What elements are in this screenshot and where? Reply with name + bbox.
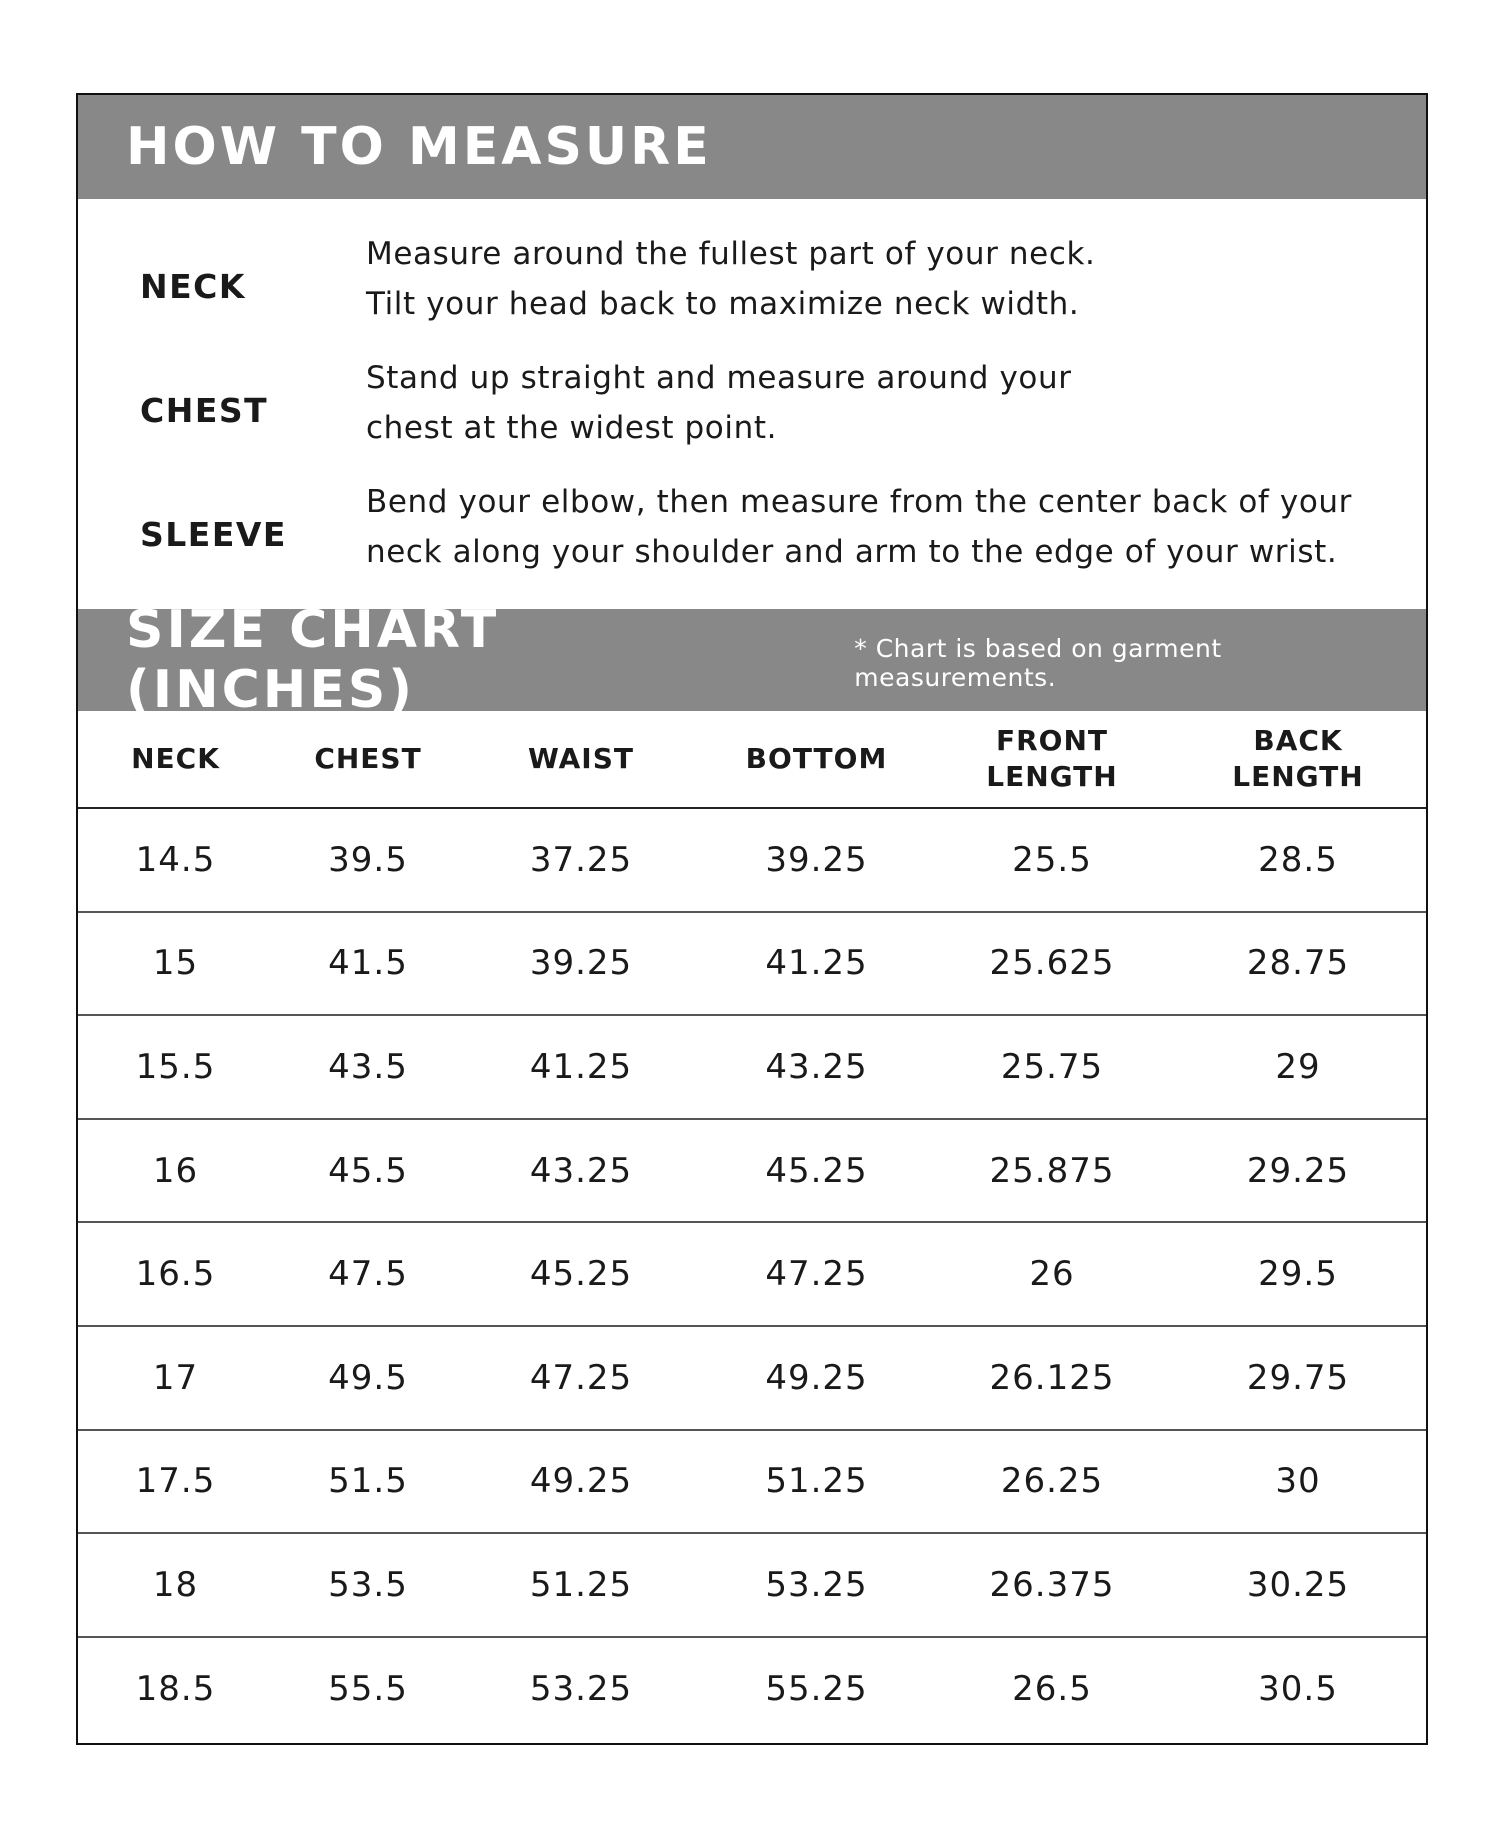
cell-neck: 14.5 <box>78 808 273 912</box>
cell-neck: 17 <box>78 1326 273 1430</box>
table-row <box>78 1119 1426 1223</box>
measure-row-sleeve <box>78 477 1426 601</box>
cell-neck: 18.5 <box>135 1669 216 1710</box>
measure-line: Bend your elbow, then measure from the center back of your <box>366 484 1352 520</box>
cell-bottom: 45.25 <box>699 1119 934 1223</box>
cell-front-length: 26 <box>934 1222 1170 1326</box>
cell-chest: 55.5 <box>328 1669 408 1710</box>
cell-bottom: 55.25 <box>765 1669 868 1710</box>
cell-front-length: 26.375 <box>934 1533 1170 1637</box>
table-row <box>78 1326 1426 1430</box>
cell-back-length: 29.75 <box>1170 1326 1426 1430</box>
measure-row-neck <box>78 229 1426 353</box>
cell-chest: 53.5 <box>273 1533 463 1637</box>
measure-line: Stand up straight and measure around your <box>366 360 1072 396</box>
column-header-line: BOTTOM <box>745 742 888 775</box>
cell-chest: 49.5 <box>273 1326 463 1430</box>
column-header-bottom <box>699 711 934 808</box>
measure-row-chest <box>78 353 1426 477</box>
cell-neck: 17.5 <box>78 1430 273 1534</box>
cell-chest: 43.5 <box>273 1015 463 1119</box>
how-to-measure-title: HOW TO MEASURE <box>126 117 712 177</box>
column-header-line: BACK <box>1253 724 1343 757</box>
size-chart-title: SIZE CHART (INCHES) <box>126 600 500 720</box>
measure-line: chest at the widest point. <box>366 410 778 446</box>
cell-bottom: 53.25 <box>699 1533 934 1637</box>
cell-back-length: 28.5 <box>1170 808 1426 912</box>
cell-waist: 43.25 <box>463 1119 699 1223</box>
column-header-line: LENGTH <box>1232 760 1364 793</box>
cell-back-length: 30.25 <box>1170 1533 1426 1637</box>
measure-text-chest <box>298 353 1072 477</box>
cell-neck: 15 <box>78 912 273 1016</box>
column-header-line: CHEST <box>314 742 422 775</box>
cell-chest: 45.5 <box>273 1119 463 1223</box>
cell-chest: 41.5 <box>273 912 463 1016</box>
cell-bottom: 39.25 <box>699 808 934 912</box>
size-chart-header <box>78 600 1426 720</box>
column-header-line: LENGTH <box>986 760 1118 793</box>
cell-chest: 39.5 <box>273 808 463 912</box>
size-chart-note: * Chart is based on garment measurements. <box>854 634 1222 692</box>
cell-bottom: 41.25 <box>699 912 934 1016</box>
cell-neck: 16.5 <box>78 1222 273 1326</box>
cell-waist: 47.25 <box>463 1326 699 1430</box>
cell-waist: 53.25 <box>529 1669 633 1710</box>
table-row <box>78 1222 1426 1326</box>
cell-bottom: 43.25 <box>699 1015 934 1119</box>
cell-back-length: 29 <box>1170 1015 1426 1119</box>
cell-waist: 49.25 <box>463 1430 699 1534</box>
column-header-back-length <box>1170 711 1426 808</box>
cell-chest: 47.5 <box>273 1222 463 1326</box>
cell-front-length: 25.5 <box>934 808 1170 912</box>
cell-back-length: 30.5 <box>1258 1669 1338 1710</box>
table-row <box>78 1637 1426 1741</box>
cell-waist: 39.25 <box>463 912 699 1016</box>
cell-front-length: 25.875 <box>934 1119 1170 1223</box>
cell-front-length: 25.625 <box>934 912 1170 1016</box>
measure-line: Measure around the fullest part of your neck. <box>366 236 1096 272</box>
table-header-row <box>78 711 1426 808</box>
table-row <box>78 912 1426 1016</box>
column-header-line: FRONT <box>995 724 1109 757</box>
column-header-line: NECK <box>131 742 220 775</box>
cell-back-length: 29.25 <box>1170 1119 1426 1223</box>
cell-back-length: 30 <box>1170 1430 1426 1534</box>
cell-neck: 15.5 <box>78 1015 273 1119</box>
measure-line: neck along your shoulder and arm to the edge of your wrist. <box>366 534 1338 570</box>
column-header-chest <box>273 711 463 808</box>
cell-neck: 16 <box>78 1119 273 1223</box>
cell-neck: 18 <box>78 1533 273 1637</box>
cell-chest: 51.5 <box>273 1430 463 1534</box>
table-row <box>78 1533 1426 1637</box>
how-to-measure-header <box>78 95 1426 199</box>
size-table <box>78 711 1426 1740</box>
cell-waist: 41.25 <box>463 1015 699 1119</box>
cell-back-length: 29.5 <box>1170 1222 1426 1326</box>
table-row <box>78 808 1426 912</box>
cell-bottom: 51.25 <box>699 1430 934 1534</box>
cell-bottom: 49.25 <box>699 1326 934 1430</box>
cell-front-length: 25.75 <box>934 1015 1170 1119</box>
measure-label-chest: CHEST <box>140 390 269 430</box>
cell-front-length: 26.25 <box>934 1430 1170 1534</box>
cell-waist: 51.25 <box>463 1533 699 1637</box>
measure-label-sleeve: SLEEVE <box>140 514 287 554</box>
table-body <box>78 808 1426 1740</box>
cell-front-length: 26.5 <box>1012 1669 1092 1710</box>
cell-front-length: 26.125 <box>934 1326 1170 1430</box>
measure-instructions <box>78 199 1426 609</box>
size-guide-panel <box>76 93 1428 1745</box>
cell-waist: 45.25 <box>463 1222 699 1326</box>
column-header-line: WAIST <box>528 742 634 775</box>
measure-label-neck: NECK <box>140 266 246 306</box>
column-header-front-length <box>934 711 1170 808</box>
table-row <box>78 1015 1426 1119</box>
column-header-waist <box>463 711 699 808</box>
measure-text-sleeve <box>298 477 1352 601</box>
cell-back-length: 28.75 <box>1170 912 1426 1016</box>
cell-waist: 37.25 <box>463 808 699 912</box>
cell-bottom: 47.25 <box>699 1222 934 1326</box>
table-row <box>78 1430 1426 1534</box>
measure-line: Tilt your head back to maximize neck width. <box>366 286 1080 322</box>
column-header-neck <box>78 711 273 808</box>
measure-text-neck <box>298 229 1096 353</box>
